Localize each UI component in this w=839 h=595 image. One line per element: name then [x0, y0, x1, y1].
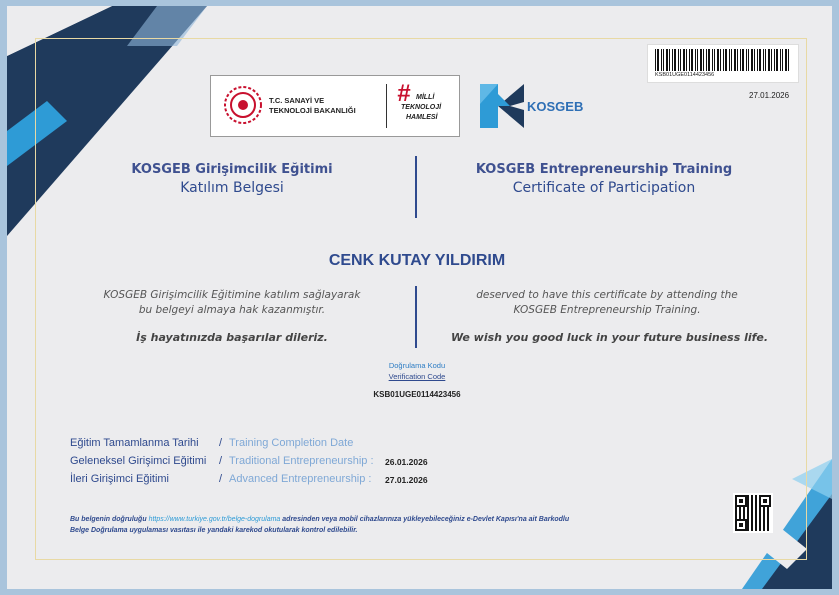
- title-en-line2: Certificate of Participation: [512, 180, 696, 196]
- title-en-line1: KOSGEB Entrepreneurship Training: [475, 162, 733, 177]
- detail-row-3: [70, 473, 490, 487]
- issue-date: 27.01.2026: [749, 91, 790, 100]
- detail-date: 26.01.2026: [385, 457, 428, 467]
- barcode-text: KSB01UGE0114423456: [655, 72, 715, 78]
- verification-label-en: Verification Code: [388, 372, 446, 381]
- detail-label-en: Traditional Entrepreneurship :: [229, 455, 374, 467]
- recipient-name: CENK KUTAY YILDIRIM: [328, 252, 506, 269]
- barcode: [647, 44, 799, 83]
- kosgeb-logo-icon: [480, 84, 524, 128]
- title-tr-line2: Katılım Belgesi: [180, 180, 284, 196]
- title-tr-line1: KOSGEB Girişimcilik Eğitimi: [131, 162, 333, 177]
- footer-text-post: adresinden veya mobil cihazlarınıza yükleyebileceğiniz e-Devlet Kapısı'na ait Barkodlu: [282, 516, 570, 523]
- body-en-line1: deserved to have this certificate by attending the: [476, 289, 738, 301]
- footer-text-line2: Belge Doğrulama uygulaması vasıtası ile yandaki karekod okutularak kontrol edilebilir.: [70, 527, 358, 534]
- detail-row-2: [70, 455, 490, 469]
- barcode-bars: [655, 49, 791, 71]
- title-divider: [415, 156, 417, 218]
- body-en-line2: KOSGEB Entrepreneurship Training.: [513, 304, 701, 316]
- hamlesi-tag: HAMLESİ: [406, 114, 438, 121]
- wish-en: We wish you good luck in your future business life.: [450, 331, 769, 344]
- hashtag-icon: #: [397, 80, 411, 107]
- detail-separator: /: [219, 473, 223, 485]
- verification-link[interactable]: https://www.turkiye.gov.tr/belge-dogrulama: [148, 516, 281, 523]
- detail-label-tr: Geleneksel Girişimci Eğitimi: [70, 455, 207, 467]
- ministry-name-line2: TEKNOLOJİ BAKANLIĞI: [269, 106, 356, 115]
- detail-label-en: Training Completion Date: [229, 437, 354, 449]
- detail-separator: /: [219, 437, 223, 449]
- detail-date: 27.01.2026: [385, 475, 428, 485]
- body-tr-line1: KOSGEB Girişimcilik Eğitimine katılım sağlayarak: [103, 289, 361, 301]
- ministry-emblem-icon: [223, 85, 263, 125]
- detail-label-en: Advanced Entrepreneurship :: [229, 473, 372, 485]
- kosgeb-logo-text: KOSGEB: [527, 99, 584, 114]
- detail-label-tr: Eğitim Tamamlanma Tarihi: [70, 437, 199, 449]
- qr-code[interactable]: [733, 493, 773, 533]
- teknoloji-tag: TEKNOLOJİ: [401, 104, 442, 111]
- wish-tr: İş hayatınızda başarılar dileriz.: [136, 331, 328, 344]
- ministry-logo-box: [210, 75, 460, 137]
- detail-separator: /: [219, 455, 223, 467]
- certificate-sheet: [7, 6, 832, 589]
- verification-label-tr: Doğrulama Kodu: [388, 361, 446, 370]
- logo-divider: [386, 84, 387, 128]
- milli-tag: MİLLİ: [416, 94, 435, 101]
- detail-label-tr: İleri Girişimci Eğitimi: [70, 473, 169, 485]
- verification-code: KSB01UGE0114423456: [373, 390, 461, 399]
- body-tr-line2: bu belgeyi almaya hak kazanmıştır.: [138, 304, 326, 316]
- body-divider: [415, 286, 417, 348]
- footer-text-pre: Bu belgenin doğruluğu: [70, 516, 147, 523]
- detail-row-1: [70, 437, 490, 451]
- footer-note: [70, 514, 730, 536]
- ministry-name-line1: T.C. SANAYİ VE: [269, 96, 325, 105]
